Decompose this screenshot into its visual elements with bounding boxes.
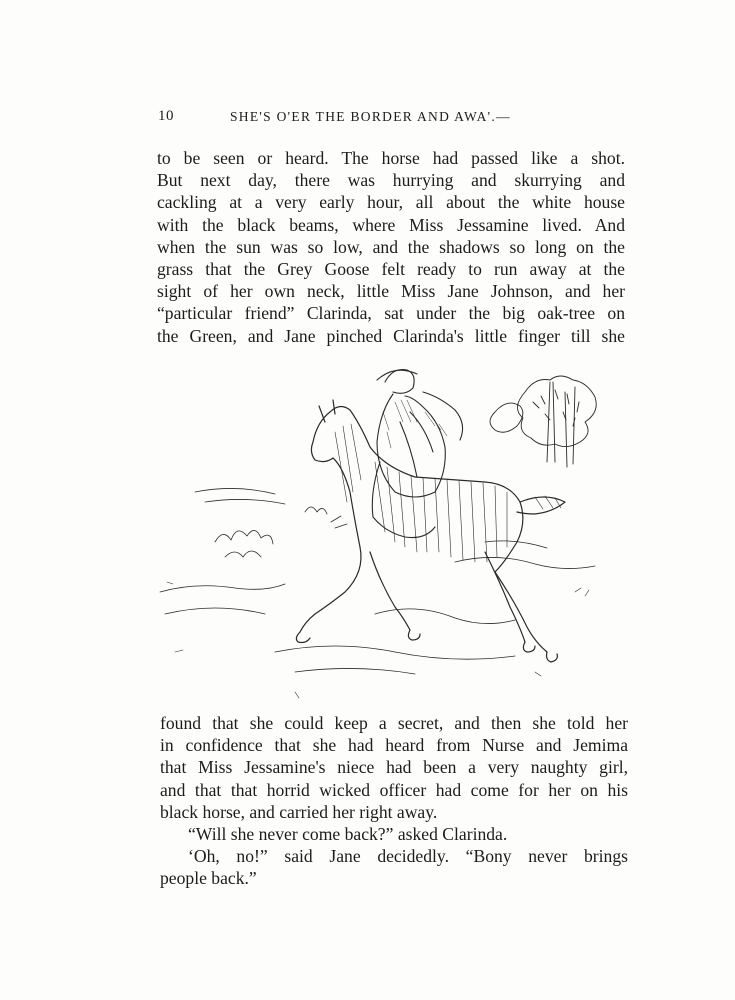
text-line: and that that horrid wicked officer had come for her on his [160,779,628,800]
text-line: ‘Oh, no!” said Jane decidedly. “Bony never brings [188,846,628,867]
text-line: grass that the Grey Goose felt ready to run away at the [157,258,625,279]
text-line: people back.” [160,868,257,889]
text-line: black horse, and carried her right away. [160,801,438,822]
ground [160,488,595,674]
text-line: with the black beams, where Miss Jessamine lived. And [157,214,625,235]
ground-marks [167,582,589,698]
text-line: that Miss Jessamine's niece had been a very naughty girl, [160,757,628,778]
text-line: in confidence that she had heard from Nurse and Jemima [160,735,628,756]
illustration-horse-and-riders [155,352,615,712]
running-title: SHE'S O'ER THE BORDER AND AWA'.— [230,109,511,124]
page-number: 10 [158,108,174,124]
riders [372,370,462,538]
paragraph-bottom [160,712,628,890]
text-line: “particular friend” Clarinda, sat under the big oak-tree on [157,303,625,324]
text-line: the Green, and Jane pinched Clarinda's little finger till she [157,325,625,346]
text-line: “Will she never come back?” asked Clarinda. [188,823,508,844]
text-line: But next day, there was hurrying and skurrying and [157,170,625,191]
brush [215,507,347,557]
text-line: to be seen or heard. The horse had passed like a shot. [157,148,625,168]
text-line: when the sun was so low, and the shadows so long on the [157,236,625,257]
rider-shading [383,400,447,448]
trees [490,376,596,467]
text-line: cackling at a very early hour, all about the white house [157,192,625,213]
running-head [158,108,626,132]
text-line: found that she could keep a secret, and then she told her [160,713,628,733]
paragraph-top [157,147,625,347]
text-line: sight of her own neck, little Miss Jane Johnson, and her [157,281,625,302]
